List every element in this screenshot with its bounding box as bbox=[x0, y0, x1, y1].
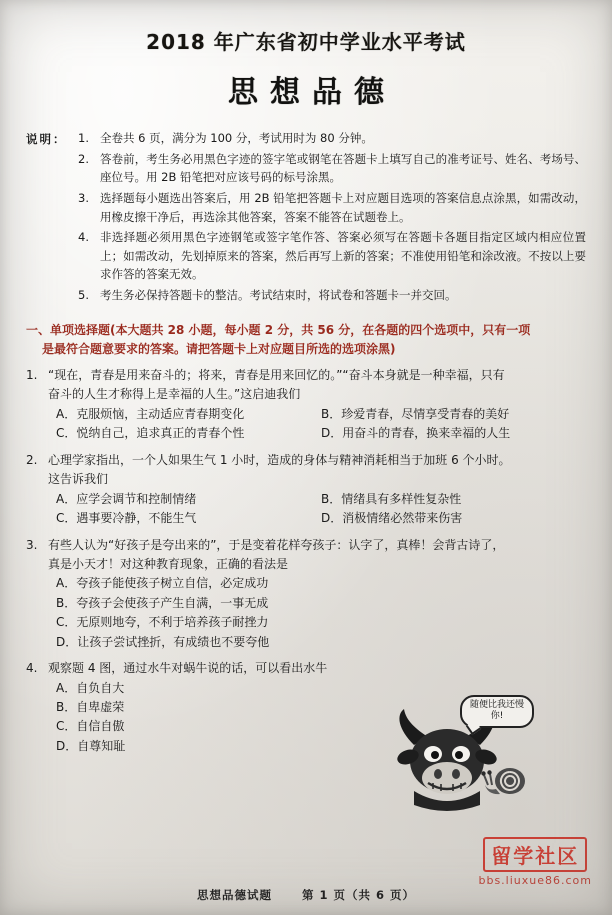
list-item bbox=[78, 286, 586, 305]
instruction-text: 答卷前，考生务必用黑色字迹的签字笔或钢笔在答题卡上填写自己的准考证号、姓名、考场号、座位号。用 2B 铅笔把对应该号码的标号涂黑。 bbox=[100, 151, 586, 185]
speech-bubble: 随便比我还慢你! bbox=[460, 695, 534, 728]
question-4-figure bbox=[384, 699, 534, 819]
watermark bbox=[478, 837, 592, 887]
footer-subject: 思想品德试题 bbox=[196, 888, 272, 902]
question-stem bbox=[26, 366, 586, 385]
option-c[interactable]: C．无原则地夸，不利于培养孩子耐挫力 bbox=[56, 615, 269, 630]
question-text-cont: 奋斗的人生才称得上是幸福的人生。”这启迪我们 bbox=[48, 387, 301, 402]
subject-title: 思想品德 bbox=[228, 75, 396, 110]
option-d[interactable]: D．消极情绪必然带来伤害 bbox=[321, 511, 463, 526]
option-b[interactable]: B．自卑虚荣 bbox=[56, 700, 125, 714]
option-c[interactable]: C．自信自傲 bbox=[56, 719, 125, 734]
watermark-logo: 留学社区 bbox=[483, 837, 587, 872]
option-a[interactable]: A．应学会调节和控制情绪 bbox=[56, 491, 197, 506]
instruction-text: 考生务必保持答题卡的整洁。考试结束时，将试卷和答题卡一并交回。 bbox=[100, 288, 457, 302]
question-text: 有些人认为“好孩子是夸出来的”，于是变着花样夸孩子：认字了，真棒！会背古诗了， bbox=[48, 537, 505, 552]
instruction-text: 选择题每小题选出答案后，用 2B 铅笔把答题卡上对应题目选项的答案信息点涂黑，如需改动，用橡皮擦干净后，再选涂其他答案，答案不能答在试题卷上。 bbox=[100, 190, 586, 224]
question-stem bbox=[26, 536, 586, 555]
page-title: 2018 年广东省初中学业水平考试 bbox=[146, 30, 466, 54]
question-text-cont: 这告诉我们 bbox=[48, 472, 109, 487]
option-c[interactable]: C．遇事要冷静，不能生气 bbox=[56, 511, 197, 526]
instructions-list bbox=[78, 129, 586, 307]
question-options bbox=[56, 574, 586, 652]
question-1 bbox=[26, 366, 586, 444]
instructions-label: 说明： bbox=[26, 132, 67, 146]
question-number: 4. bbox=[26, 661, 38, 676]
option-d[interactable]: D．自尊知耻 bbox=[56, 738, 126, 753]
option-a[interactable]: A．克服烦恼，主动适应青春期变化 bbox=[56, 406, 245, 421]
list-item bbox=[78, 228, 586, 284]
section-heading bbox=[26, 321, 586, 359]
question-text: “现在，青春是用来奋斗的；将来，青春是用来回忆的。”“奋斗本身就是一种幸福，只有 bbox=[48, 368, 505, 382]
question-number: 2. bbox=[26, 452, 38, 467]
question-3 bbox=[26, 536, 586, 653]
list-item bbox=[78, 150, 586, 187]
page-footer bbox=[0, 887, 612, 903]
question-number: 3. bbox=[26, 537, 38, 552]
instruction-number: 3. bbox=[78, 190, 89, 205]
question-text-cont: 真是小天才！对这种教育现象，正确的看法是 bbox=[48, 556, 289, 571]
instruction-number: 5. bbox=[78, 288, 89, 302]
question-2 bbox=[26, 451, 586, 529]
instruction-number: 1. bbox=[78, 131, 89, 145]
snail-illustration bbox=[481, 768, 525, 794]
question-stem bbox=[26, 659, 586, 678]
question-number: 1. bbox=[26, 368, 38, 382]
section-heading-line1: 一、单项选择题(本大题共 28 小题，每小题 2 分，共 56 分，在各题的四个选项中，只有一项 bbox=[26, 322, 531, 337]
instruction-text: 非选择题必须用黑色字迹钢笔或签字笔作答、答案必须写在答题卡各题目指定区域内相应位置上；如需改动，先划掉原来的答案，然后再写上新的答案；不准使用铅笔和涂改液。不按以上要求作答的答案无效。 bbox=[100, 230, 586, 282]
option-d[interactable]: D．让孩子尝试挫折，有成绩也不要夸他 bbox=[56, 634, 270, 649]
question-text: 心理学家指出，一个人如果生气 1 小时，造成的身体与精神消耗相当于加班 6 个小时。 bbox=[48, 452, 511, 467]
list-item bbox=[78, 129, 586, 148]
instruction-number: 2. bbox=[78, 151, 89, 166]
question-stem bbox=[26, 451, 586, 470]
option-d[interactable]: D．用奋斗的青春，换来幸福的人生 bbox=[321, 426, 511, 441]
option-a[interactable]: A．夸孩子能使孩子树立自信，必定成功 bbox=[56, 576, 269, 591]
option-b[interactable]: B．珍爱青春，尽情享受青春的美好 bbox=[321, 406, 510, 421]
question-options bbox=[56, 405, 586, 444]
option-b[interactable]: B．情绪具有多样性复杂性 bbox=[321, 491, 462, 506]
option-a[interactable]: A．自负自大 bbox=[56, 680, 125, 695]
question-text: 观察题 4 图，通过水牛对蜗牛说的话，可以看出水牛 bbox=[48, 661, 328, 676]
footer-page-number: 第 1 页（共 6 页） bbox=[302, 888, 416, 902]
option-b[interactable]: B．夸孩子会使孩子产生自满，一事无成 bbox=[56, 595, 269, 610]
instruction-text: 全卷共 6 页，满分为 100 分，考试用时为 80 分钟。 bbox=[100, 131, 373, 145]
section-heading-line2: 是最符合题意要求的答案。请把答题卡上对应题目所选的选项涂黑) bbox=[42, 341, 396, 356]
list-item bbox=[78, 189, 586, 226]
instructions-block bbox=[26, 129, 586, 307]
watermark-url: bbs.liuxue86.com bbox=[478, 874, 592, 887]
question-options bbox=[56, 490, 586, 529]
instruction-number: 4. bbox=[78, 230, 89, 245]
option-c[interactable]: C．悦纳自己，追求真正的青春个性 bbox=[56, 426, 245, 441]
